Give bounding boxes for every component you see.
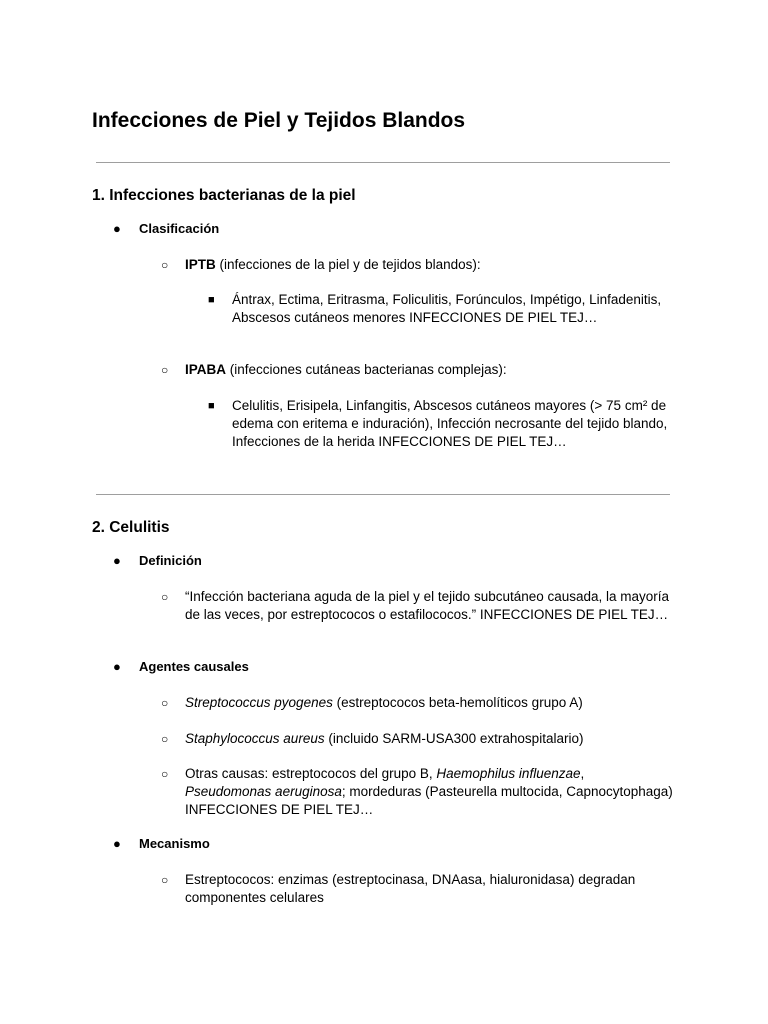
term-iptb: IPTB [185, 257, 216, 272]
bullet-marker: ● [113, 553, 121, 568]
iptb-description: (infecciones de la piel y de tejidos blandos): [215, 257, 481, 272]
ipaba-description: (infecciones cutáneas bacterianas complejas): [226, 362, 507, 377]
species-name: Staphylococcus aureus [185, 731, 325, 746]
sub-bullet-marker: ○ [161, 873, 169, 887]
sub-bullet-marker: ○ [161, 363, 169, 377]
agente-description: (incluido SARM-USA300 extrahospitalario) [324, 731, 584, 746]
otras-causas-prefix: Otras causas: estreptococos del grupo B, [185, 766, 437, 781]
definicion-text: “Infección bacteriana aguda de la piel y el tejido subcutáneo causada, la mayoría de las veces, por estreptococos o estafilococos.” INFECCIONES DE PIEL TEJ… [185, 589, 670, 622]
iptb-items-text: Ántrax, Ectima, Eritrasma, Foliculitis, Forúnculos, Impétigo, Linfadenitis, Abscesos cutáneos menores INFECCIONES DE PIEL TEJ… [232, 292, 662, 325]
sub-bullet-marker: ○ [161, 590, 169, 604]
section-heading-bacterial-infections: 1. Infecciones bacterianas de la piel [92, 187, 356, 204]
square-bullet-marker: ■ [208, 400, 215, 412]
species-name: Streptococcus pyogenes [185, 695, 333, 710]
ipaba-items-text: Celulitis, Erisipela, Linfangitis, Abscesos cutáneos mayores (> 75 cm² de edema con eritema e induración), Infección necrosante del tejido blando, Infecciones de la herida INFECCIONES DE PIEL TEJ… [232, 398, 668, 449]
bullet-marker: ● [113, 221, 121, 236]
term-ipaba: IPABA [185, 362, 227, 377]
bullet-label-mecanismo: Mecanismo [139, 836, 210, 851]
sub-bullet-marker: ○ [161, 767, 169, 781]
document-title: Infecciones de Piel y Tejidos Blandos [92, 109, 466, 132]
sub-bullet-marker: ○ [161, 696, 169, 710]
sub-bullet-marker: ○ [161, 258, 169, 272]
agente-description: (estreptococos beta-hemolíticos grupo A) [332, 695, 583, 710]
otras-causas-rest: ; mordeduras (Pasteurella multocida, Capnocytophaga) INFECCIONES DE PIEL TEJ… [185, 784, 673, 817]
divider [96, 494, 670, 495]
bullet-label-definicion: Definición [139, 553, 202, 568]
divider [96, 162, 670, 163]
separator: , [580, 766, 585, 781]
species-name: Haemophilus influenzae [436, 766, 581, 781]
bullet-label-clasificacion: Clasificación [139, 221, 220, 236]
bullet-label-agentes: Agentes causales [139, 659, 249, 674]
bullet-marker: ● [113, 659, 121, 674]
section-heading-celulitis: 2. Celulitis [92, 519, 170, 536]
sub-bullet-marker: ○ [161, 732, 169, 746]
species-name: Pseudomonas aeruginosa [185, 784, 342, 799]
square-bullet-marker: ■ [208, 294, 215, 306]
bullet-marker: ● [113, 836, 121, 851]
mecanismo-text: Estreptococos: enzimas (estreptocinasa, DNAasa, hialuronidasa) degradan componentes celulares [185, 872, 636, 905]
